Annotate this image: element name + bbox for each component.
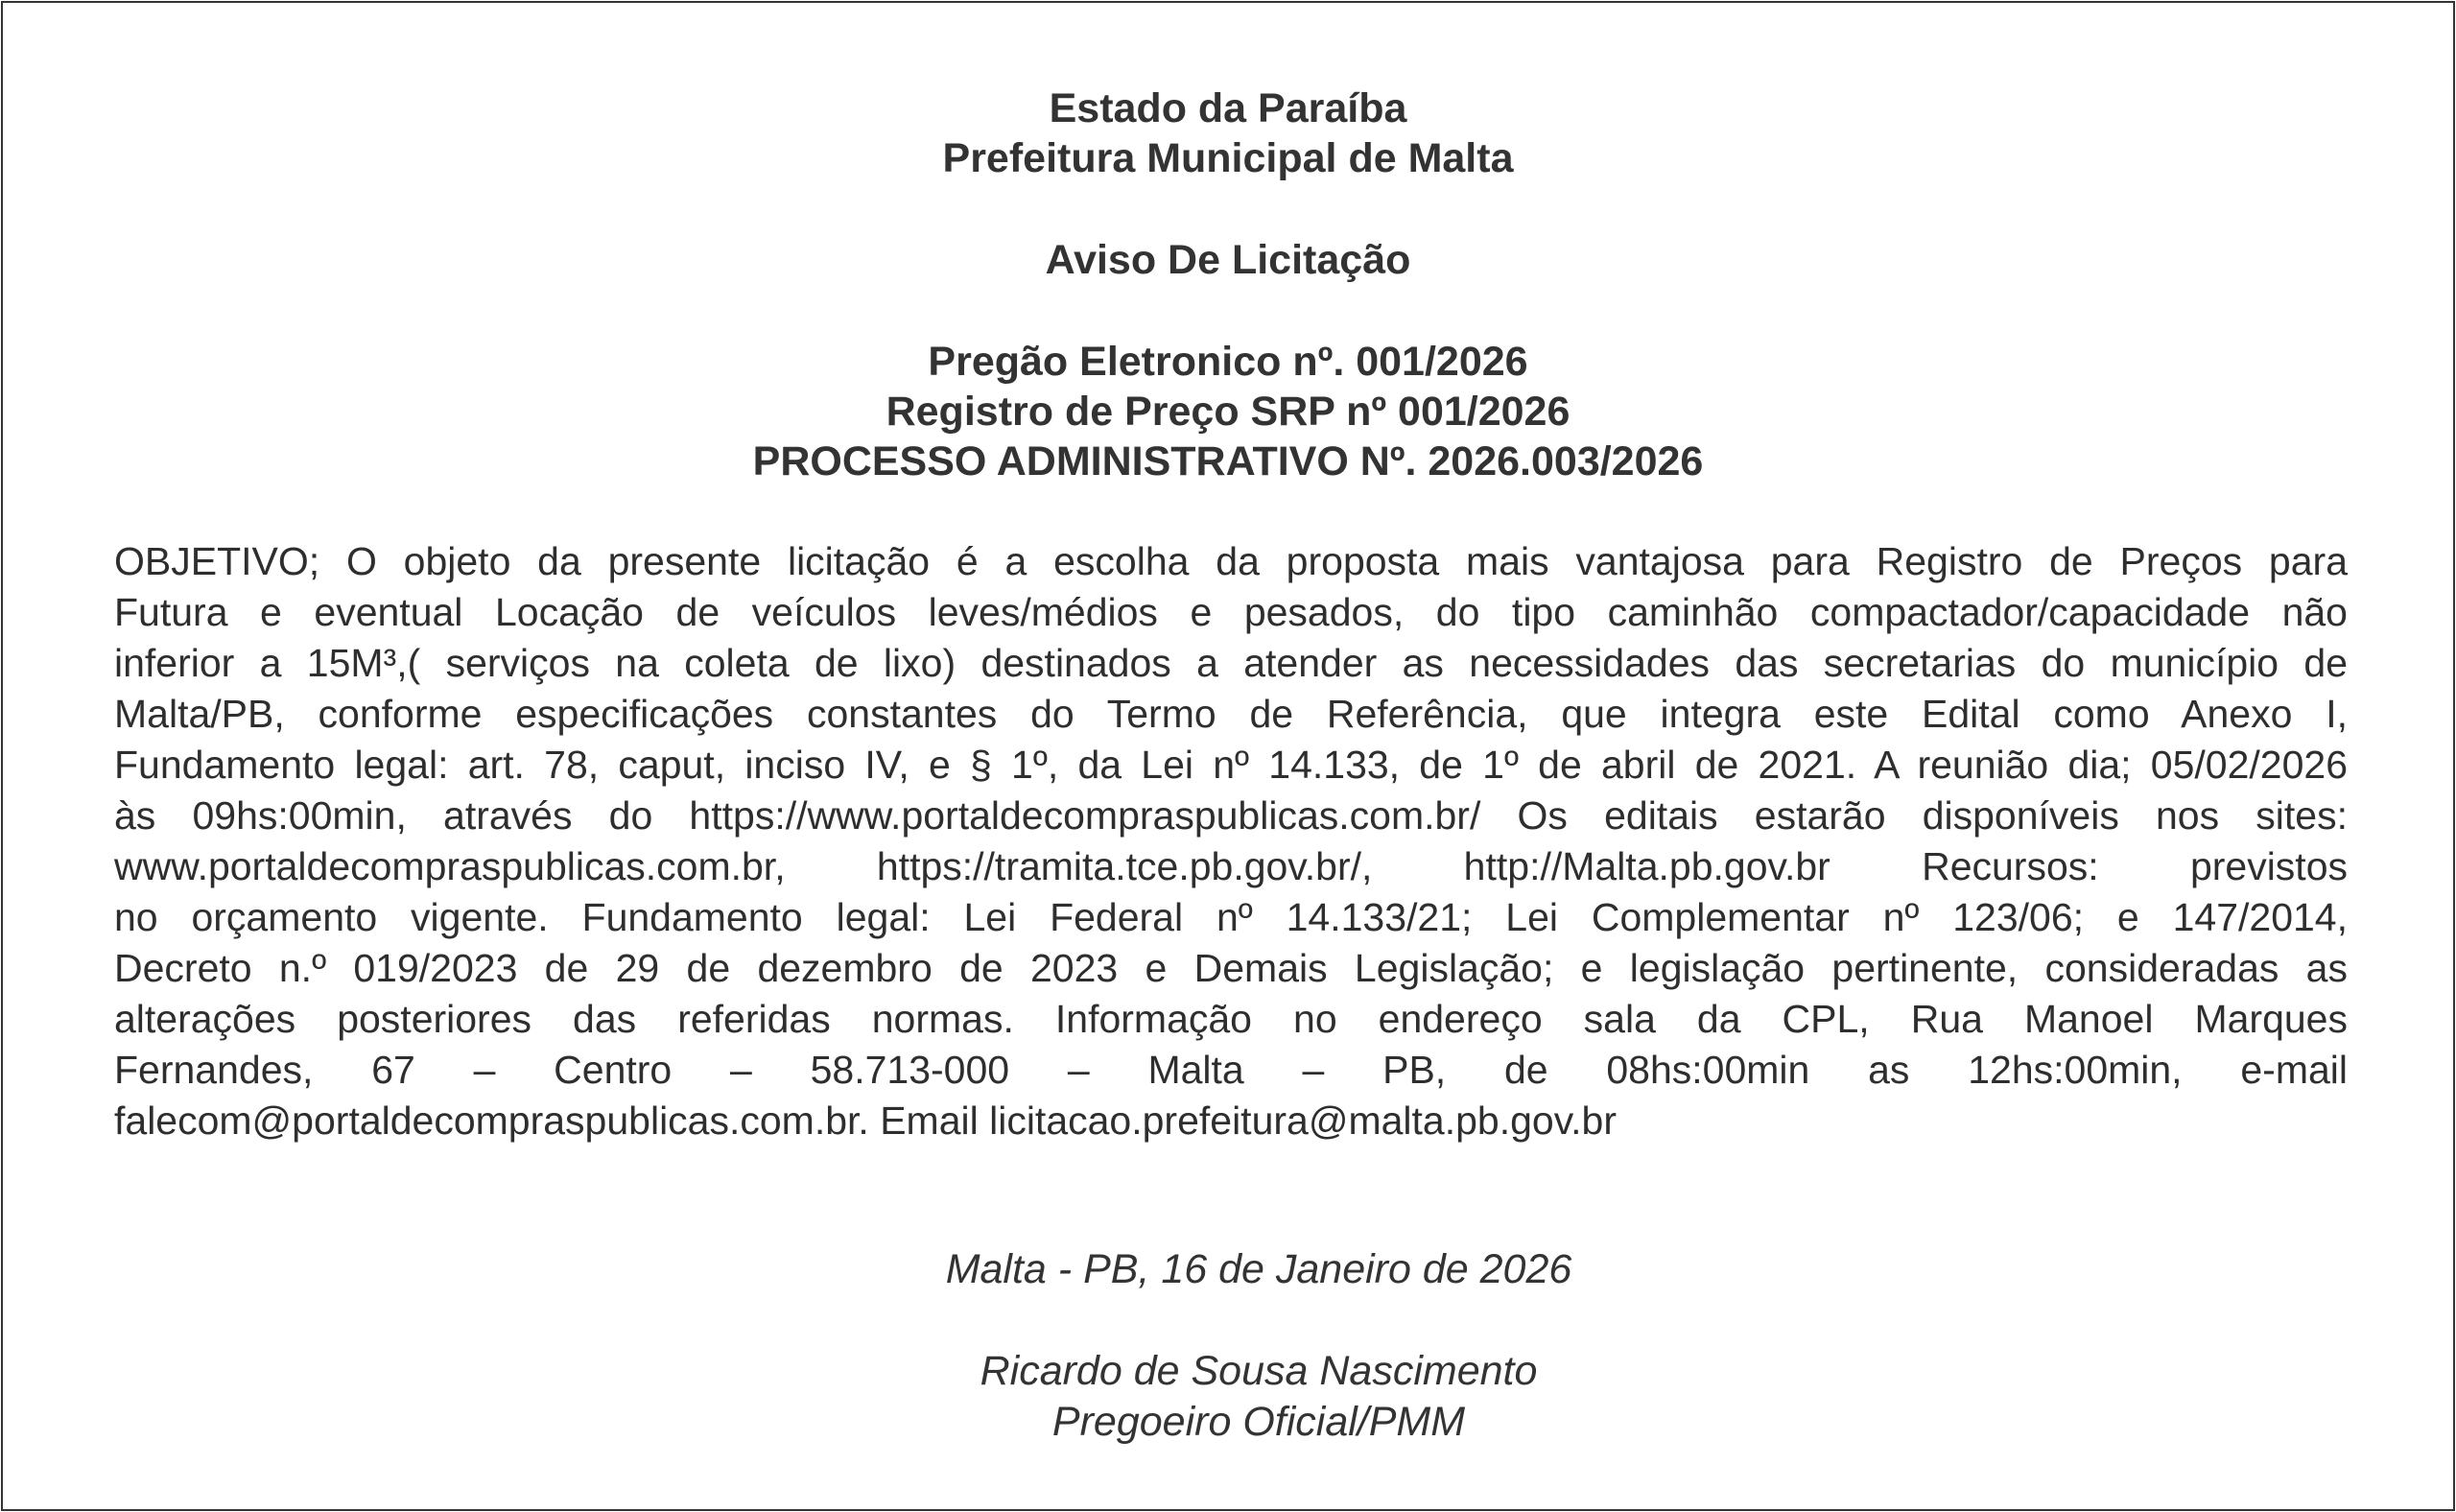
signer-role: Pregoeiro Oficial/PMM bbox=[1051, 1399, 1466, 1445]
pregao-number: Pregão Eletronico nº. 001/2026 bbox=[928, 339, 1528, 385]
body-line: Decreto n.º 019/2023 de 29 de dezembro de 2023 e Demais Legislação; e legislação pertinente, consideradas as bbox=[114, 946, 2348, 990]
signer-name: Ricardo de Sousa Nascimento bbox=[980, 1348, 1538, 1394]
state-heading: Estado da Paraíba bbox=[1049, 85, 1407, 131]
notice-body bbox=[114, 536, 2348, 1146]
body-line: inferior a 15M³,( serviços na coleta de lixo) destinados a atender as necessidades das secretarias do município de bbox=[114, 641, 2348, 685]
body-line: OBJETIVO; O objeto da presente licitação é a escolha da proposta mais vantajosa para Registro de Preços para bbox=[114, 539, 2348, 583]
body-line: alterações posteriores das referidas normas. Informação no endereço sala da CPL, Rua Manoel Marques bbox=[114, 997, 2348, 1041]
body-line: no orçamento vigente. Fundamento legal: Lei Federal nº 14.133/21; Lei Complementar nº 123/06; e 147/2014, bbox=[114, 895, 2348, 939]
place-date: Malta - PB, 16 de Janeiro de 2026 bbox=[945, 1246, 1572, 1292]
body-line: www.portaldecompraspublicas.com.br, https://tramita.tce.pb.gov.br/, http://Malta.pb.gov.br Recursos: previstos bbox=[114, 844, 2348, 888]
notice-title: Aviso De Licitação bbox=[1045, 237, 1411, 283]
registro-number: Registro de Preço SRP nº 001/2026 bbox=[886, 389, 1570, 435]
processo-number: PROCESSO ADMINISTRATIVO Nº. 2026.003/2026 bbox=[752, 438, 1704, 484]
body-line: Fernandes, 67 – Centro – 58.713-000 – Malta – PB, de 08hs:00min as 12hs:00min, e-mail bbox=[114, 1048, 2348, 1092]
body-line: às 09hs:00min, através do https://www.portaldecompraspublicas.com.br/ Os editais estarão disponíveis nos sites: bbox=[114, 793, 2348, 838]
notice-frame bbox=[1, 1, 2455, 1511]
body-line: Fundamento legal: art. 78, caput, inciso IV, e § 1º, da Lei nº 14.133, de 1º de abril de 2021. A reunião dia; 05/02/2026 bbox=[114, 743, 2348, 787]
municipality-heading: Prefeitura Municipal de Malta bbox=[942, 135, 1514, 181]
body-line: Futura e eventual Locação de veículos leves/médios e pesados, do tipo caminhão compactador/capacidade não bbox=[114, 590, 2348, 634]
body-line: falecom@portaldecompraspublicas.com.br. Email licitacao.prefeitura@malta.pb.gov.br bbox=[114, 1099, 1618, 1143]
body-line: Malta/PB, conforme especificações constantes do Termo de Referência, que integra este Edital como Anexo I, bbox=[114, 692, 2348, 736]
